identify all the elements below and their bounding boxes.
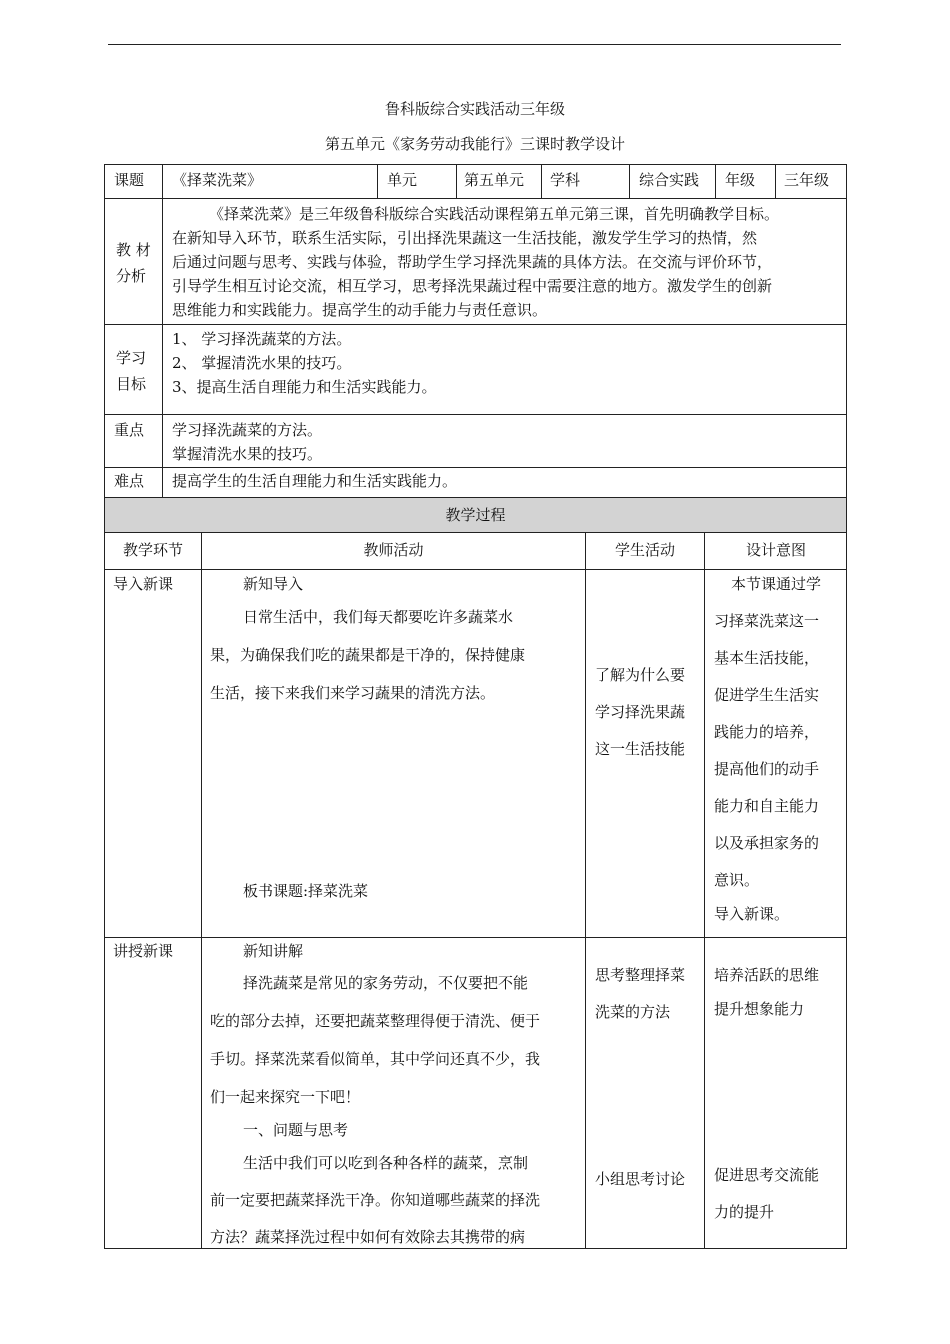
unit-label: 单元 [387, 171, 418, 189]
teach-student-line: 小组思考讨论 [595, 1170, 686, 1188]
grade-value: 三年级 [784, 171, 830, 189]
intro-intent-line: 促进学生生活实 [714, 686, 820, 704]
analysis-line: 思维能力和实践能力。提高学生的动手能力与责任意识。 [172, 301, 548, 319]
teach-teacher-heading: 新知讲解 [243, 942, 304, 960]
subject-value: 综合实践 [639, 171, 700, 189]
lesson-label: 课题 [114, 171, 145, 189]
analysis-line: 在新知导入环节，联系生活实际，引出择洗果蔬这一生活技能，激发学生学习的热情，然 [172, 229, 758, 247]
key-points-label: 重点 [114, 421, 145, 439]
intro-teacher-board: 板书课题:择菜洗菜 [243, 882, 369, 900]
analysis-label-1: 教 材 [116, 241, 151, 259]
grade-label: 年级 [725, 171, 756, 189]
teach-teacher-line: 吃的部分去掉，还要把蔬菜整理得便于清洗、便于 [210, 1012, 541, 1030]
teach-intent-line: 培养活跃的思维 [714, 966, 820, 984]
intro-intent-line: 基本生活技能， [714, 649, 820, 667]
intro-intent-line: 提高他们的动手 [714, 760, 820, 778]
intro-student-line: 学习择洗果蔬 [595, 703, 686, 721]
process-title: 教学过程 [445, 506, 506, 524]
col-teacher: 教师活动 [363, 541, 424, 559]
difficulty-label: 难点 [114, 472, 145, 490]
teach-stage: 讲授新课 [113, 942, 174, 960]
unit-value: 第五单元 [464, 171, 525, 189]
lesson-value: 《择菜洗菜》 [172, 171, 263, 189]
doc-title-unit: 第五单元《家务劳动我能行》三课时教学设计 [324, 135, 625, 153]
teach-section1-line: 方法？蔬菜择洗过程中如何有效除去其携带的病 [210, 1228, 526, 1246]
teach-section1-line: 生活中我们可以吃到各种各样的蔬菜，烹制 [243, 1154, 529, 1172]
intro-intent-line: 导入新课。 [714, 905, 790, 923]
col-student: 学生活动 [614, 541, 675, 559]
intro-stage: 导入新课 [113, 575, 174, 593]
teach-intent-line: 促进思考交流能 [714, 1166, 820, 1184]
col-intent: 设计意图 [745, 541, 806, 559]
teach-student-line: 思考整理择菜 [595, 966, 686, 984]
intro-intent-line: 意识。 [714, 871, 760, 889]
difficulty-text: 提高学生的生活自理能力和生活实践能力。 [172, 472, 458, 490]
intro-student-line: 了解为什么要 [595, 666, 686, 684]
goal-item: 1、 学习择洗蔬菜的方法。 [172, 330, 352, 348]
key-point-item: 学习择洗蔬菜的方法。 [172, 421, 323, 439]
teach-intent-line: 力的提升 [714, 1203, 775, 1221]
intro-teacher-heading: 新知导入 [243, 575, 304, 593]
intro-intent-line: 以及承担家务的 [714, 834, 820, 852]
teach-teacher-line: 们一起来探究一下吧！ [210, 1088, 361, 1106]
intro-intent-line: 习择菜洗菜这一 [714, 612, 820, 630]
subject-label: 学科 [550, 171, 581, 189]
intro-teacher-line: 生活，接下来我们来学习蔬果的清洗方法。 [210, 684, 496, 702]
teach-student-line: 洗菜的方法 [595, 1003, 671, 1021]
teach-teacher-line: 择洗蔬菜是常见的家务劳动，不仅要把不能 [243, 974, 529, 992]
analysis-line: 引导学生相互讨论交流，相互学习，思考择洗果蔬过程中需要注意的地方。激发学生的创新 [172, 277, 773, 295]
goal-item: 2、 掌握清洗水果的技巧。 [172, 354, 352, 372]
intro-student-line: 这一生活技能 [595, 740, 686, 758]
teach-section1: 一、问题与思考 [243, 1121, 349, 1139]
teach-teacher-line: 手切。择菜洗菜看似简单，其中学问还真不少，我 [210, 1050, 541, 1068]
intro-teacher-line: 果，为确保我们吃的蔬果都是干净的，保持健康 [210, 646, 526, 664]
intro-intent-line: 能力和自主能力 [714, 797, 820, 815]
teach-section1-line: 前一定要把蔬菜择洗干净。你知道哪些蔬菜的择洗 [210, 1191, 541, 1209]
key-point-item: 掌握清洗水果的技巧。 [172, 445, 323, 463]
header-rule [108, 44, 841, 45]
teach-intent-line: 提升想象能力 [714, 1000, 805, 1018]
analysis-label-2: 分析 [116, 267, 147, 285]
intro-teacher-line: 日常生活中，我们每天都要吃许多蔬菜水 [243, 608, 514, 626]
goals-label-1: 学习 [116, 349, 147, 367]
intro-intent-line: 本节课通过学 [731, 575, 822, 593]
analysis-line: 后通过问题与思考、实践与体验，帮助学生学习择洗果蔬的具体方法。在交流与评价环节， [172, 253, 773, 271]
goals-label-2: 目标 [116, 375, 147, 393]
doc-title-series: 鲁科版综合实践活动三年级 [384, 100, 565, 118]
goal-item: 3、提高生活自理能力和生活实践能力。 [172, 378, 437, 396]
analysis-line: 《择菜洗菜》是三年级鲁科版综合实践活动课程第五单元第三课，首先明确教学目标。 [209, 205, 780, 223]
intro-intent-line: 践能力的培养， [714, 723, 820, 741]
col-stage: 教学环节 [122, 541, 183, 559]
